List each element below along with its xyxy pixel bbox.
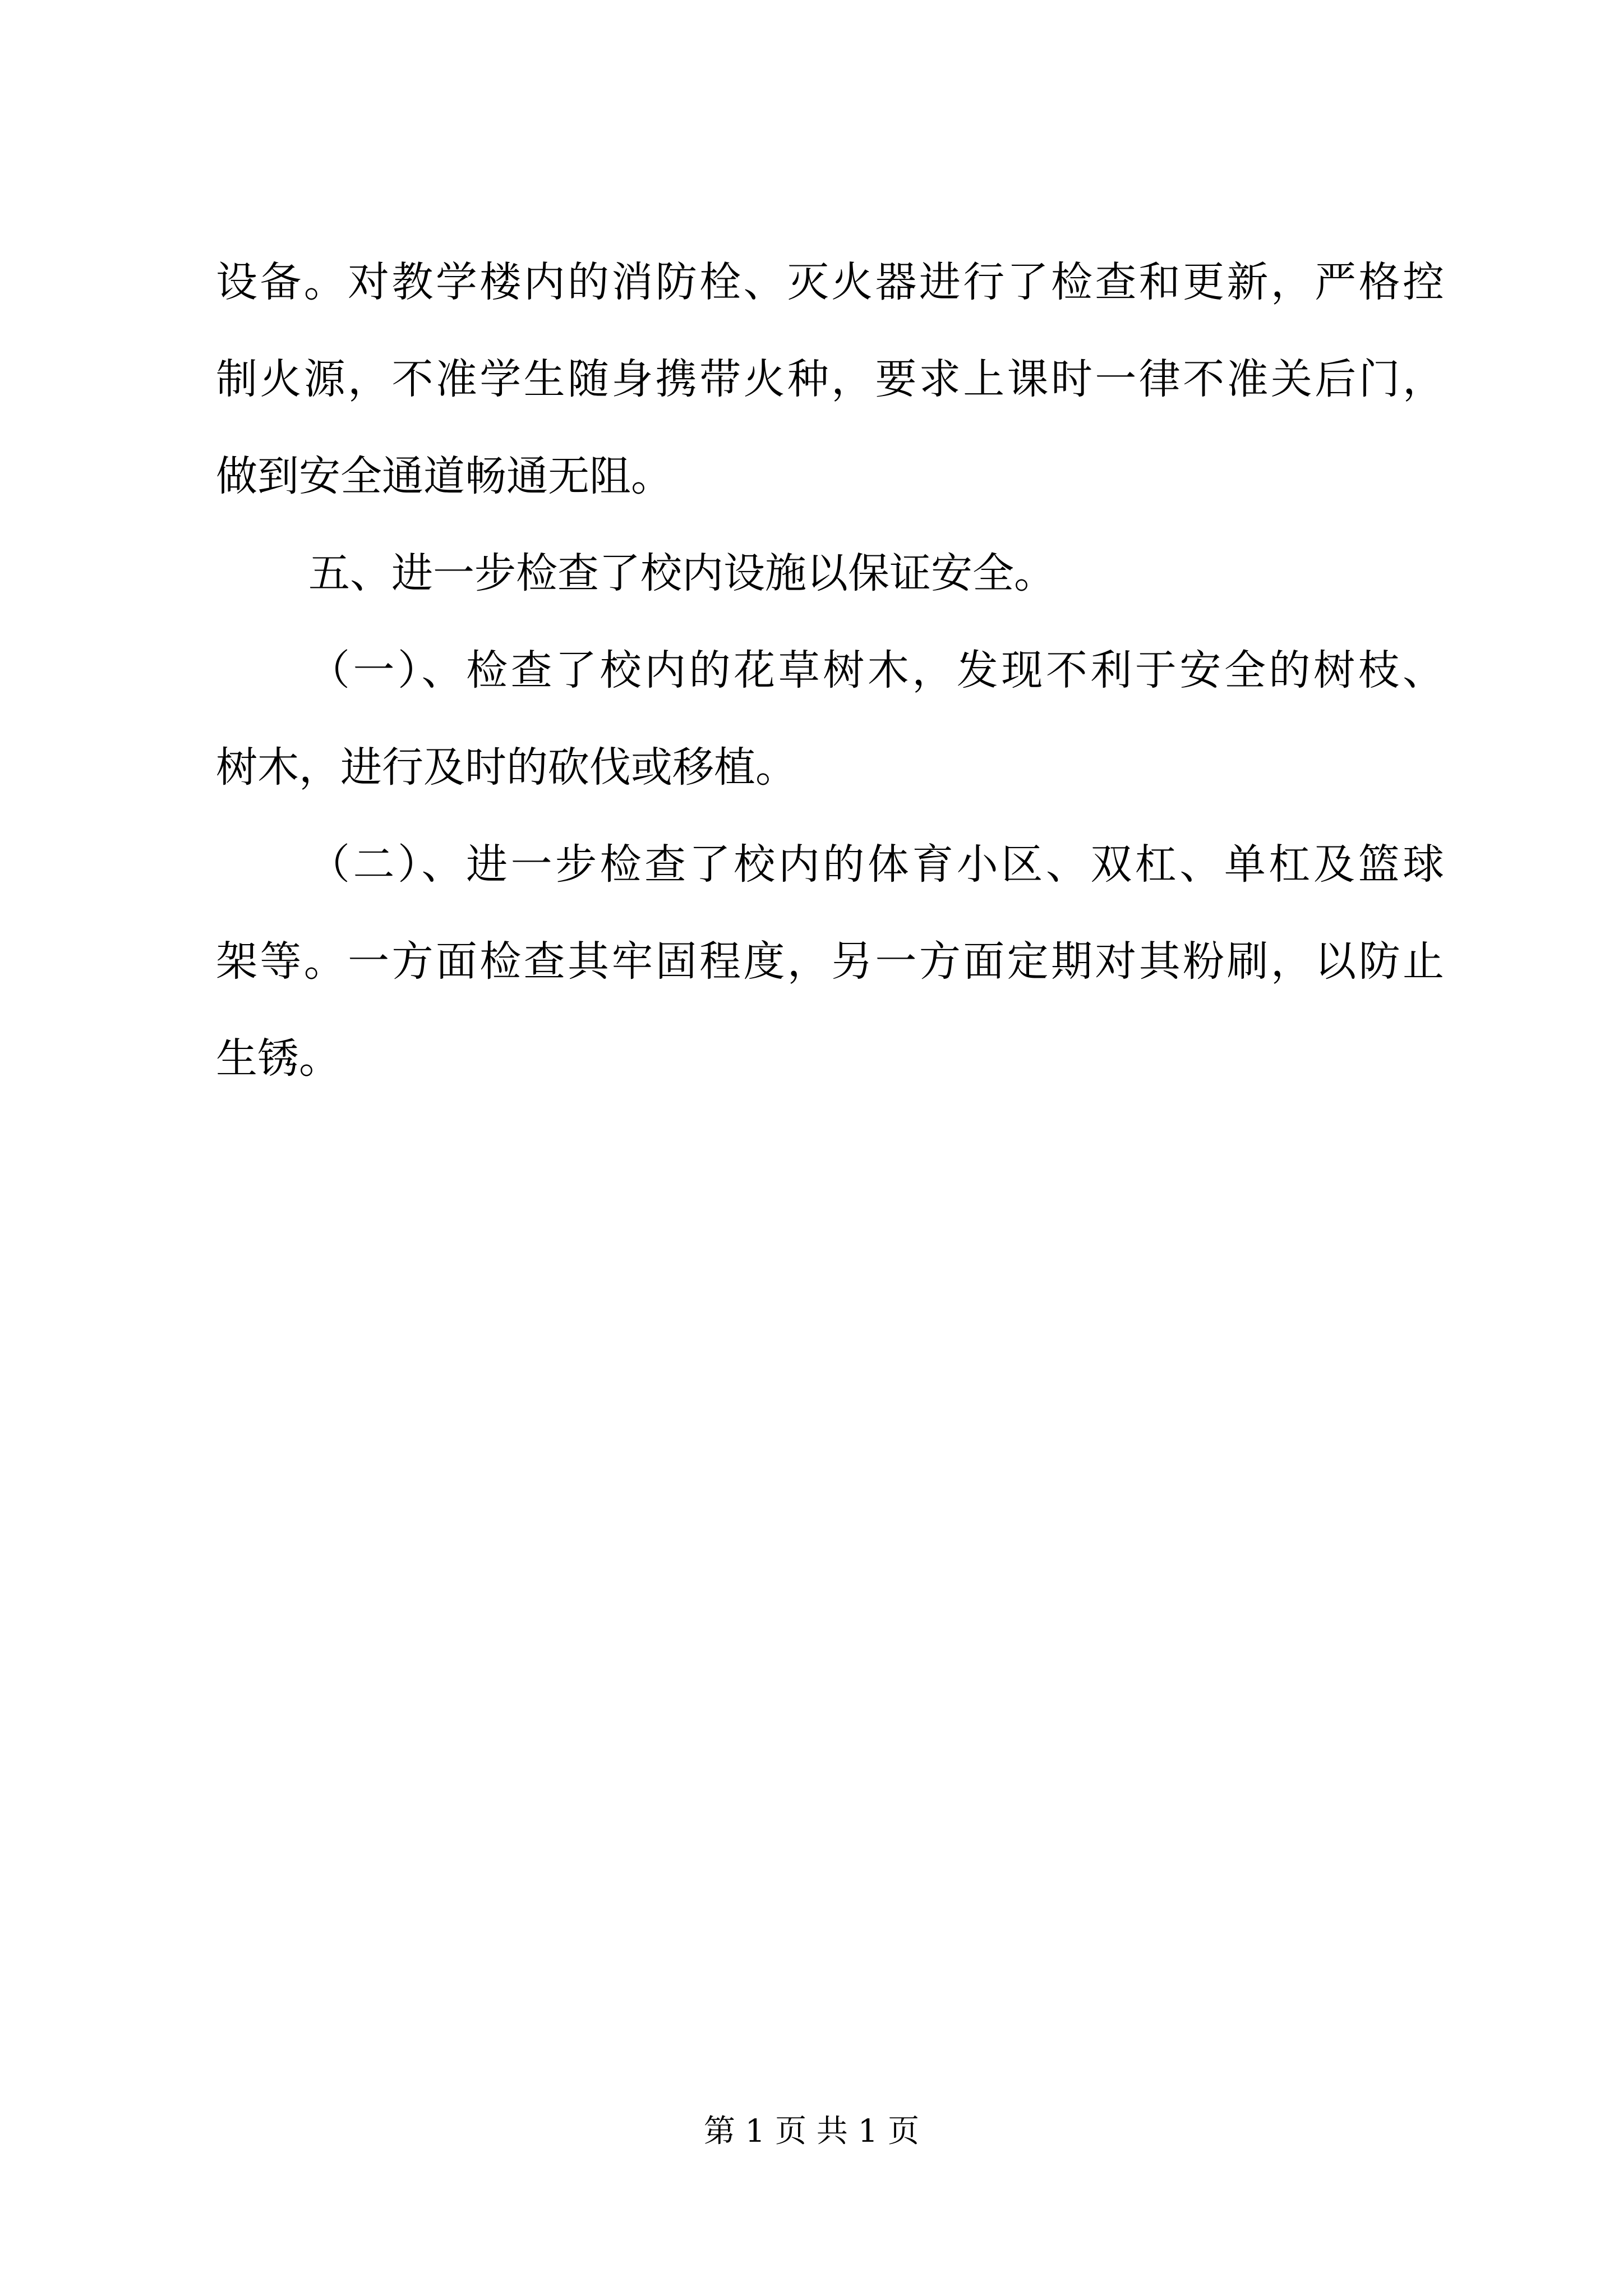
paragraph-line: （一）、检查了校内的花草树木，发现不利于安全的树枝、 xyxy=(308,646,1444,694)
paragraph-line: 生锈。 xyxy=(216,1034,340,1083)
paragraph-line: 树木，进行及时的砍伐或移植。 xyxy=(216,743,797,792)
paragraph-line: 制火源，不准学生随身携带火种，要求上课时一律不准关后门， xyxy=(216,355,1444,403)
paragraph-line: 做到安全通道畅通无阻。 xyxy=(216,452,672,500)
paragraph-line: 设备。对教学楼内的消防栓、灭火器进行了检查和更新，严格控 xyxy=(216,258,1444,306)
document-body xyxy=(216,258,1444,1131)
paragraph-line: （二）、进一步检查了校内的体育小区、双杠、单杠及篮球 xyxy=(308,840,1444,889)
paragraph-line: 架等。一方面检查其牢固程度，另一方面定期对其粉刷，以防止 xyxy=(216,937,1444,986)
page-footer: 第 1 页 共 1 页 xyxy=(703,2113,920,2150)
section-heading: 五、进一步检查了校内设施以保证安全。 xyxy=(308,549,1055,597)
